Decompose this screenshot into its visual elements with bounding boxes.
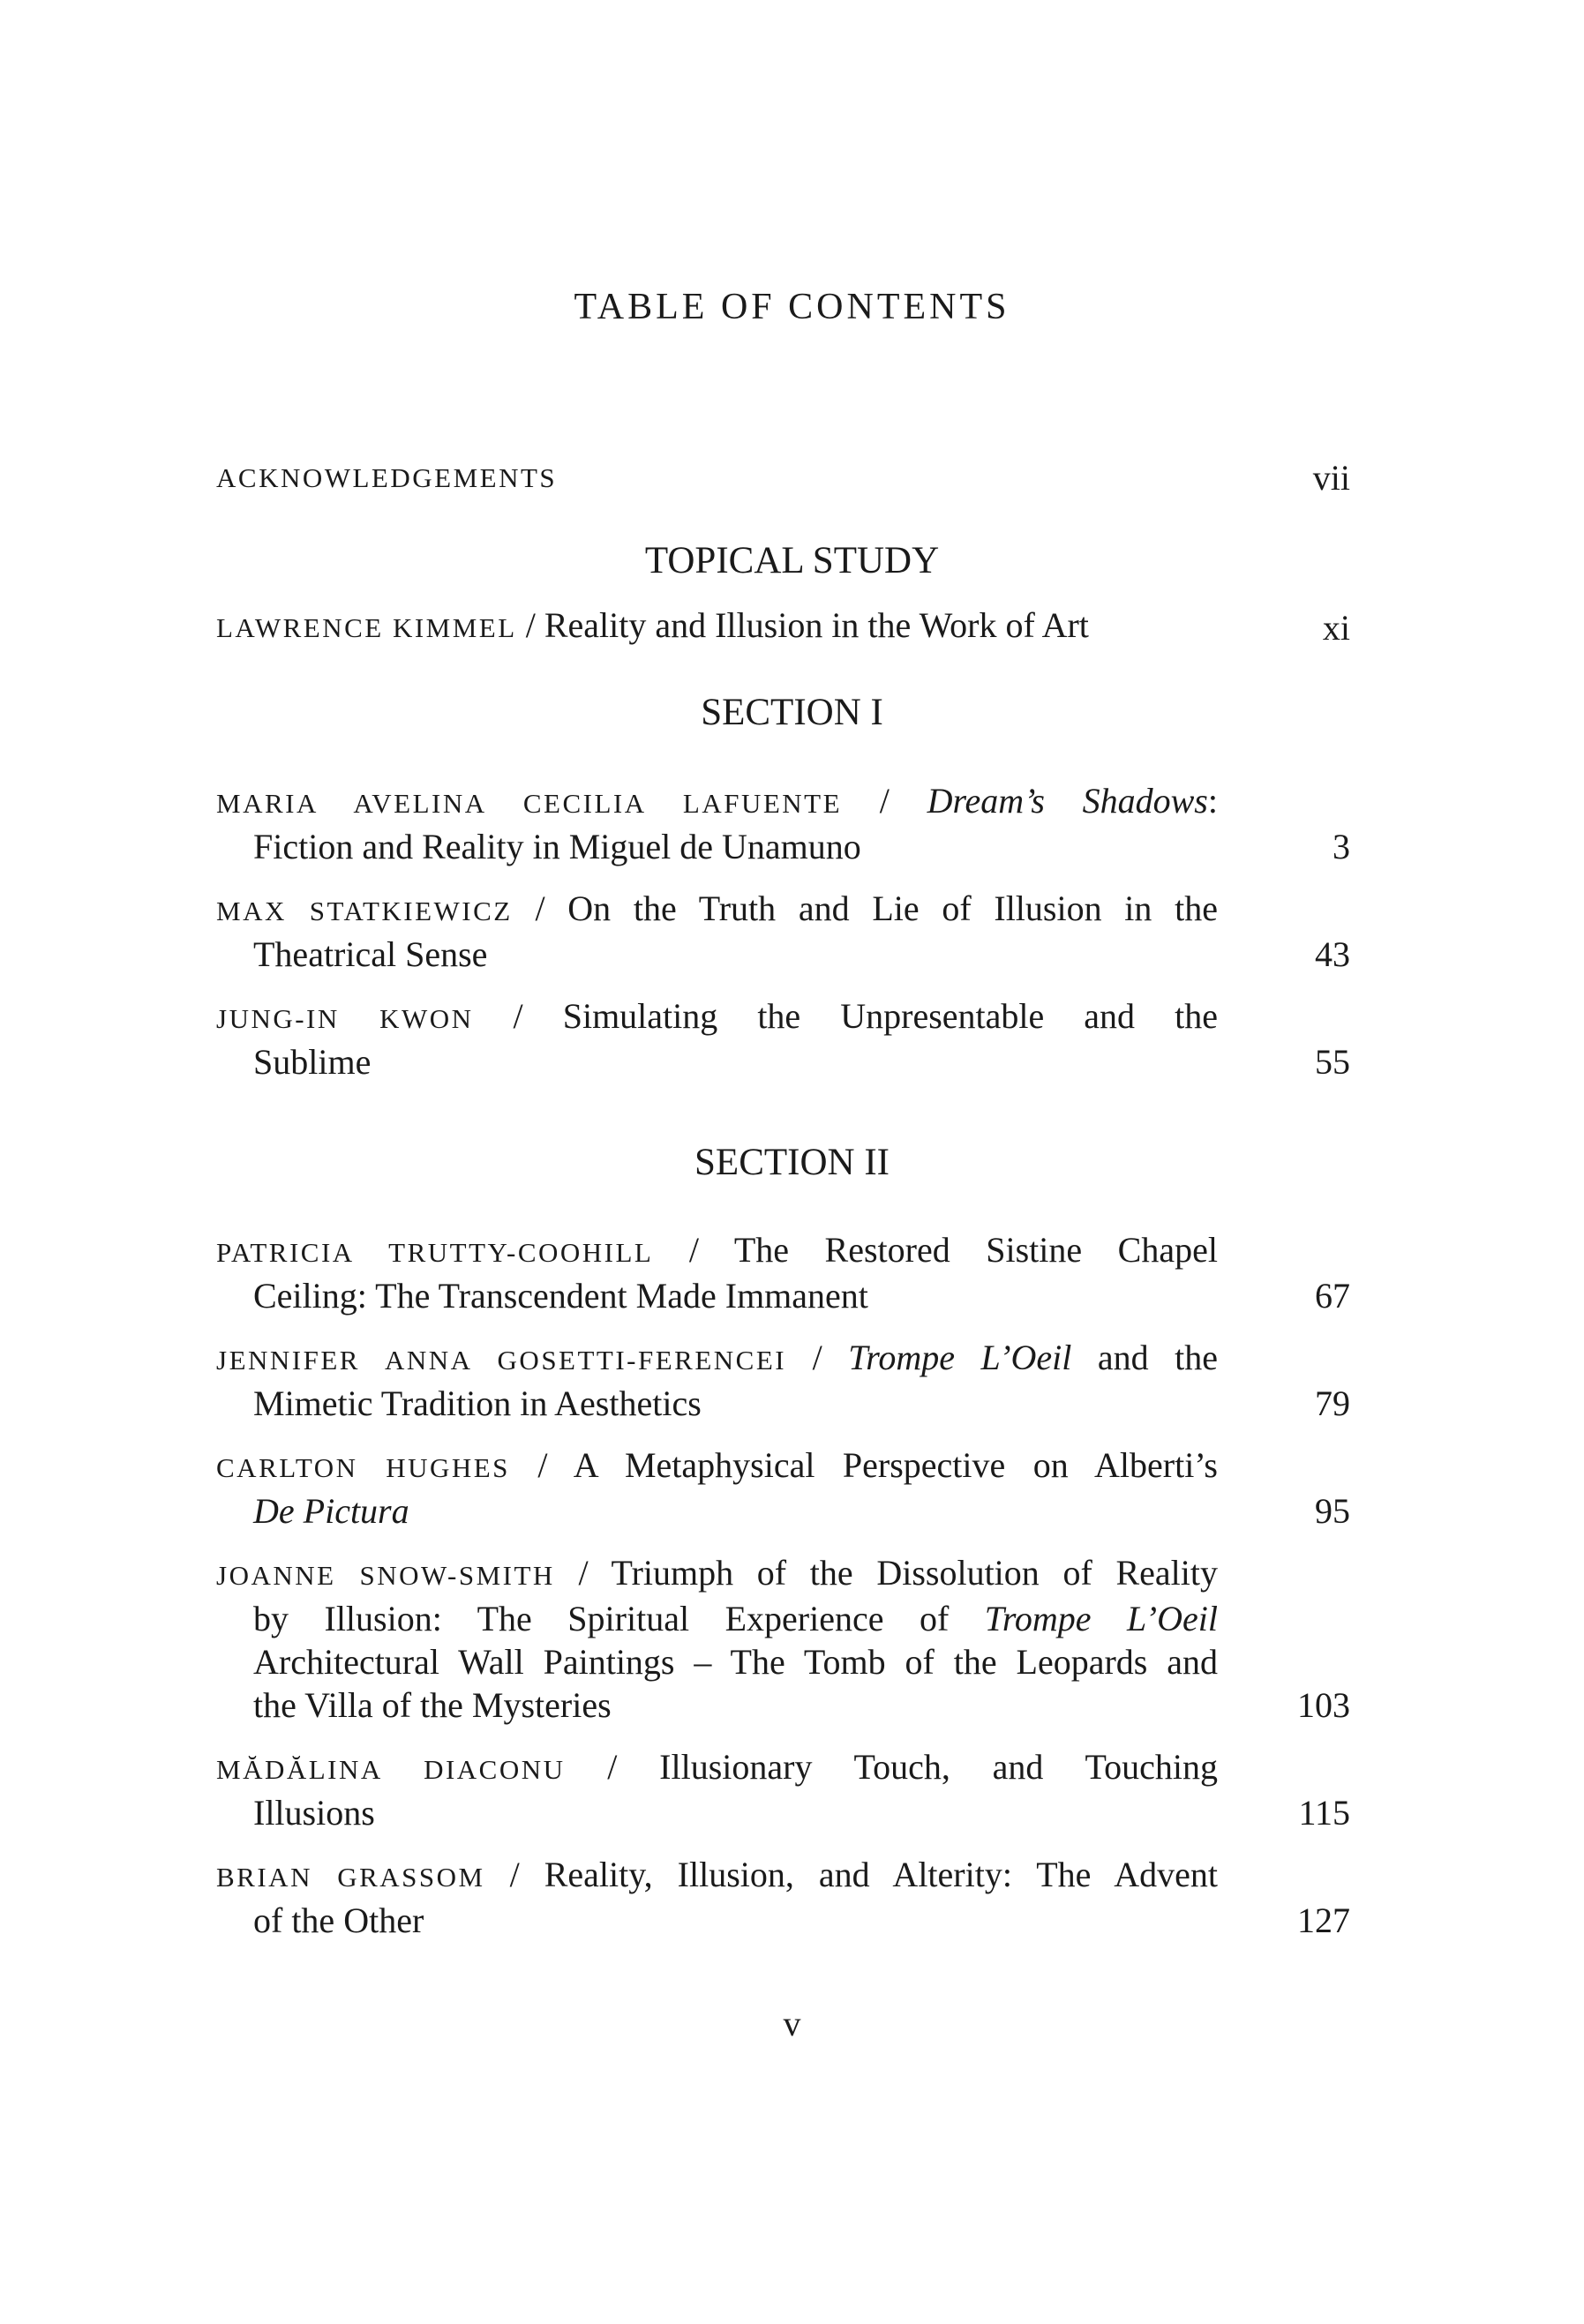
- entry-title: Trompe L’Oeil: [848, 1338, 1072, 1377]
- entry-title: Illusionary Touch, and Touching: [659, 1747, 1218, 1787]
- toc-entry[interactable]: CARLTON HUGHES / A Metaphysical Perspective on Alberti’s De Pictura 95: [216, 1445, 1350, 1531]
- toc-entry[interactable]: JENNIFER ANNA GOSETTI-FERENCEI / Trompe L’Oeil and the Mimetic Tradition in Aesthetics 79: [216, 1338, 1350, 1423]
- section-heading: SECTION I: [701, 692, 883, 733]
- entry-author: JENNIFER ANNA GOSETTI-FERENCEI: [216, 1345, 787, 1376]
- toc-entry[interactable]: BRIAN GRASSOM / Reality, Illusion, and Alterity: The Advent of the Other 127: [216, 1855, 1350, 1940]
- toc-entry[interactable]: MARIA AVELINA CECILIA LAFUENTE / Dream’s Shadows: Fiction and Reality in Miguel de Unamuno 3: [216, 781, 1350, 866]
- page-number: vii: [1312, 458, 1350, 498]
- footer-page-number: v: [783, 2004, 801, 2043]
- entry-author: MAX STATKIEWICZ: [216, 896, 513, 926]
- page-number: 3: [1333, 827, 1350, 866]
- entry-title: The Restored Sistine Chapel: [733, 1230, 1218, 1270]
- entry-title: A Metaphysical Perspective on Alberti’s: [573, 1445, 1218, 1485]
- toc-entry[interactable]: MĂDĂLINA DIACONU / Illusionary Touch, and Touching Illusions 115: [216, 1747, 1350, 1833]
- page-number: xi: [1322, 608, 1350, 648]
- entry-author: MARIA AVELINA CECILIA LAFUENTE: [216, 788, 843, 819]
- entry-author: JUNG-IN KWON: [216, 1003, 474, 1034]
- entry-title: Reality, Illusion, and Alterity: The Advent: [544, 1855, 1218, 1894]
- page-number: 55: [1315, 1042, 1350, 1082]
- page-number: 127: [1297, 1900, 1350, 1940]
- page-number: 67: [1315, 1276, 1350, 1316]
- entry-title: Simulating the Unpresentable and the: [562, 996, 1218, 1036]
- page-number: 103: [1297, 1685, 1350, 1725]
- toc-entry[interactable]: MAX STATKIEWICZ / On the Truth and Lie of Illusion in the Theatrical Sense 43: [216, 888, 1350, 974]
- entry-author: LAWRENCE KIMMEL: [216, 612, 517, 643]
- entry-author: CARLTON HUGHES: [216, 1452, 510, 1483]
- entry-author: JOANNE SNOW-SMITH: [216, 1560, 555, 1591]
- page-number: 115: [1298, 1793, 1350, 1833]
- entry-author: PATRICIA TRUTTY-COOHILL: [216, 1237, 654, 1268]
- entry-title: Reality and Illusion in the Work of Art: [544, 605, 1089, 645]
- toc-entry[interactable]: JUNG-IN KWON / Simulating the Unpresentable and the Sublime 55: [216, 996, 1350, 1082]
- entry-title: Triumph of the Dissolution of Reality: [611, 1553, 1218, 1593]
- entry-author: BRIAN GRASSOM: [216, 1862, 485, 1893]
- page-number: 43: [1315, 934, 1350, 974]
- page-title: TABLE OF CONTENTS: [574, 287, 1010, 327]
- section-heading: SECTION II: [694, 1142, 890, 1183]
- entry-title: On the Truth and Lie of Illusion in the: [567, 888, 1218, 928]
- entry-author: MĂDĂLINA DIACONU: [216, 1754, 566, 1785]
- toc-entry-acknowledgements[interactable]: [216, 454, 1350, 499]
- entry-title: Dream’s Shadows: [927, 781, 1208, 821]
- toc-entry[interactable]: JOANNE SNOW-SMITH / Triumph of the Dissolution of Reality by Illusion: The Spiritual Experience of Trompe L’Oeil Architectural Wall Paintings – The Tomb of the Leopards and the Villa of the Mysteries 103: [216, 1553, 1350, 1725]
- page-number: 95: [1315, 1491, 1350, 1531]
- entry-label: ACKNOWLEDGEMENTS: [216, 462, 558, 493]
- toc-entry[interactable]: LAWRENCE KIMMEL / Reality and Illusion in the Work of Art xi: [216, 605, 1350, 648]
- page-number: 79: [1315, 1383, 1350, 1423]
- toc-entry[interactable]: PATRICIA TRUTTY-COOHILL / The Restored Sistine Chapel Ceiling: The Transcendent Made Immanent 67: [216, 1230, 1350, 1316]
- section-heading: TOPICAL STUDY: [644, 540, 940, 581]
